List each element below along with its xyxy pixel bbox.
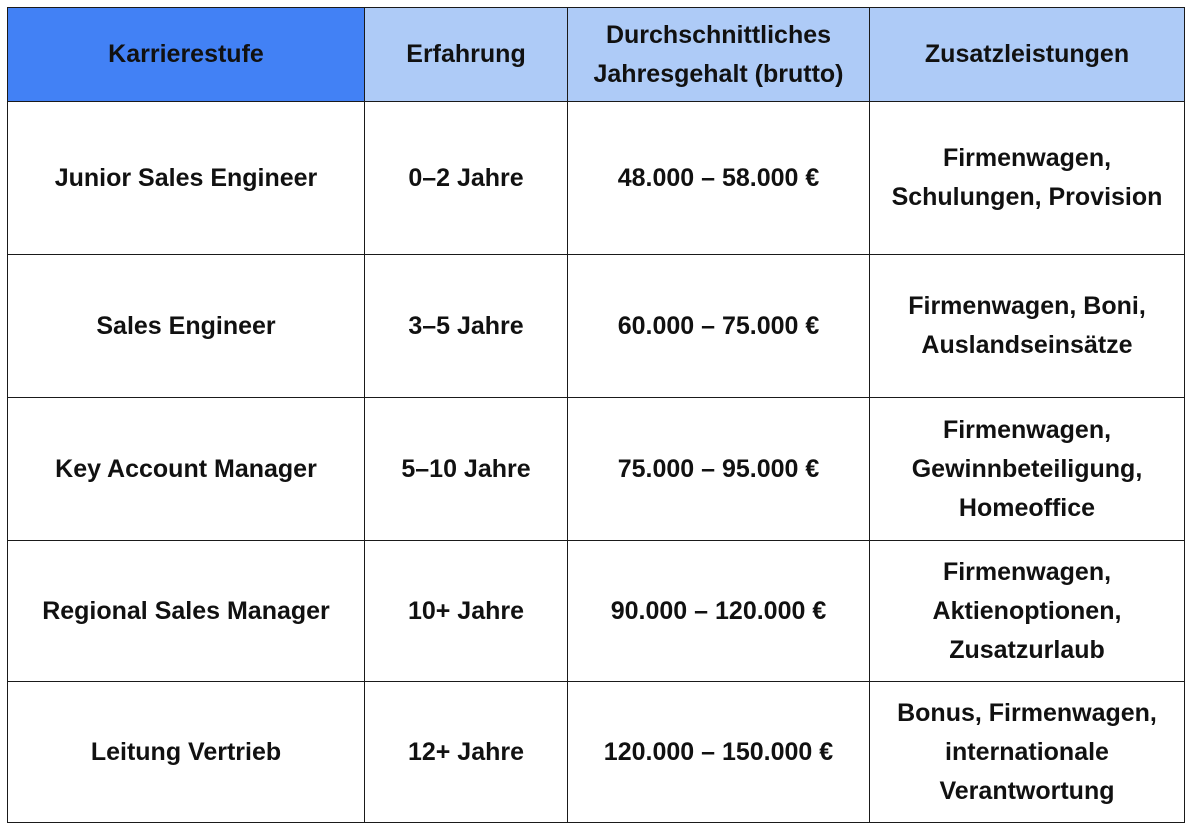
cell-gehalt: 90.000 – 120.000 € <box>568 541 870 682</box>
cell-karrierestufe: Leitung Vertrieb <box>8 682 365 823</box>
table-row <box>8 102 1185 255</box>
table-row <box>8 682 1185 823</box>
cell-erfahrung: 0–2 Jahre <box>365 102 568 255</box>
table-row <box>8 255 1185 398</box>
cell-erfahrung: 12+ Jahre <box>365 682 568 823</box>
cell-zusatzleistungen: Firmenwagen, Schulungen, Provision <box>870 102 1185 255</box>
cell-gehalt: 75.000 – 95.000 € <box>568 398 870 541</box>
header-zusatzleistungen: Zusatzleistungen <box>870 8 1185 102</box>
salary-table <box>7 7 1185 823</box>
table-row <box>8 398 1185 541</box>
cell-karrierestufe: Regional Sales Manager <box>8 541 365 682</box>
cell-karrierestufe: Sales Engineer <box>8 255 365 398</box>
cell-zusatzleistungen: Firmenwagen, Boni, Auslandseinsätze <box>870 255 1185 398</box>
cell-zusatzleistungen: Bonus, Firmenwagen, internationale Verantwortung <box>870 682 1185 823</box>
cell-gehalt: 48.000 – 58.000 € <box>568 102 870 255</box>
table-row <box>8 541 1185 682</box>
cell-gehalt: 60.000 – 75.000 € <box>568 255 870 398</box>
header-jahresgehalt: Durchschnittliches Jahresgehalt (brutto) <box>568 8 870 102</box>
cell-karrierestufe: Key Account Manager <box>8 398 365 541</box>
header-erfahrung: Erfahrung <box>365 8 568 102</box>
cell-erfahrung: 10+ Jahre <box>365 541 568 682</box>
cell-zusatzleistungen: Firmenwagen, Aktienoptionen, Zusatzurlaub <box>870 541 1185 682</box>
cell-erfahrung: 5–10 Jahre <box>365 398 568 541</box>
table-header-row <box>8 8 1185 102</box>
cell-gehalt: 120.000 – 150.000 € <box>568 682 870 823</box>
cell-erfahrung: 3–5 Jahre <box>365 255 568 398</box>
cell-karrierestufe: Junior Sales Engineer <box>8 102 365 255</box>
header-karrierestufe: Karrierestufe <box>8 8 365 102</box>
cell-zusatzleistungen: Firmenwagen, Gewinnbeteiligung, Homeoffice <box>870 398 1185 541</box>
salary-table-container <box>7 7 1185 823</box>
